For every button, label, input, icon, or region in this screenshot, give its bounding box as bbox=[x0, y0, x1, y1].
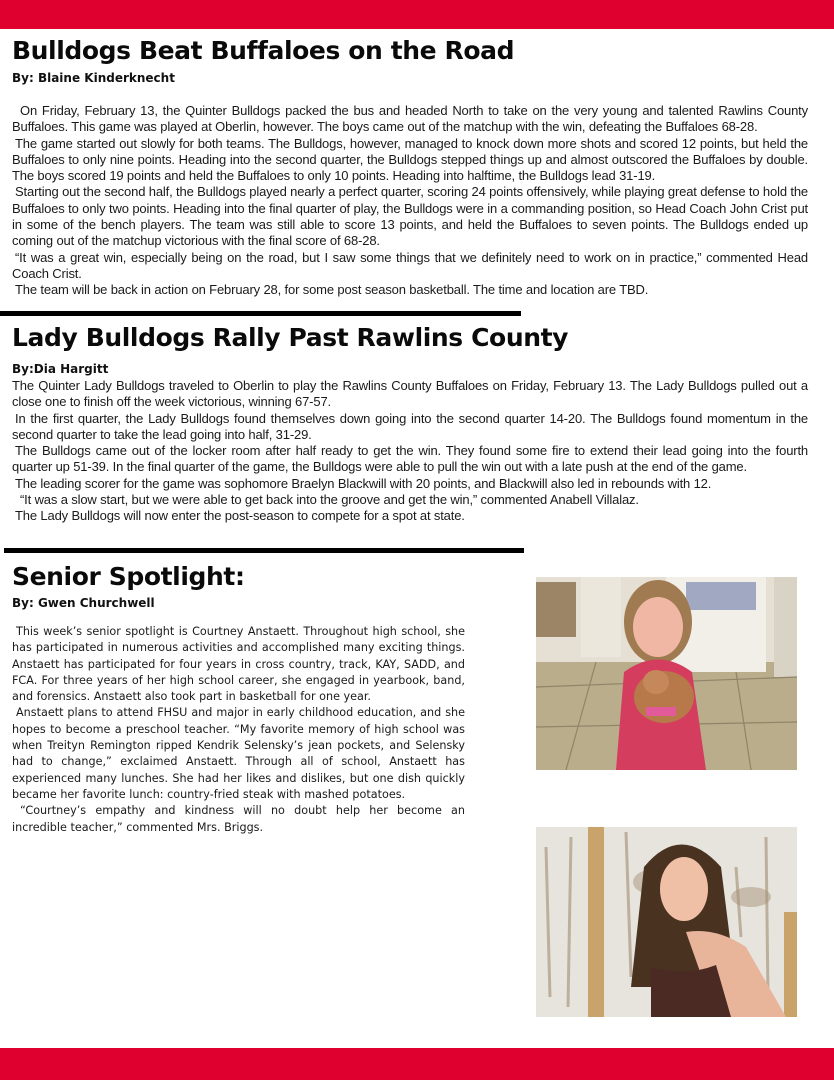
article-1-paragraph: “It was a great win, especially being on the road, but I saw some things that we definitely need to work on in practice,” commented Head Coach Crist. bbox=[12, 249, 808, 281]
article-2-paragraph: The Bulldogs came out of the locker room after half ready to get the win. They found some fire to extend their lead going into the fourth quarter up 51-39. In the final quarter of the game, the Bulldogs were able to pull the win out with a late push at the end of the game. bbox=[12, 443, 808, 475]
article-2-paragraph: The Quinter Lady Bulldogs traveled to Oberlin to play the Rawlins County Buffaloes on Friday, February 13. The Lady Bulldogs pulled out a close one to finish off the week victorious, winning 67-57. bbox=[12, 378, 808, 410]
section-divider bbox=[4, 548, 524, 553]
article-2-paragraph: “It was a slow start, but we were able to get back into the groove and get the win,” commented Anabell Villalaz. bbox=[20, 492, 639, 508]
section-divider bbox=[0, 311, 521, 316]
header-band bbox=[0, 0, 834, 29]
article-1-paragraph: The team will be back in action on February 28, for some post season basketball. The time and location are TBD. bbox=[15, 282, 649, 298]
article-2-body bbox=[12, 378, 808, 525]
article-1-headline: Bulldogs Beat Buffaloes on the Road bbox=[12, 36, 515, 65]
article-1-body bbox=[12, 103, 808, 299]
photo-senior-portrait bbox=[536, 827, 797, 1017]
article-3-headline: Senior Spotlight: bbox=[12, 562, 245, 591]
article-2-paragraph: The Lady Bulldogs will now enter the post-season to compete for a spot at state. bbox=[15, 508, 465, 524]
photo-toddler-with-puppy bbox=[536, 577, 797, 770]
article-2-headline: Lady Bulldogs Rally Past Rawlins County bbox=[12, 323, 569, 352]
photo-toddler-with-puppy-image bbox=[536, 577, 797, 770]
article-2-paragraph: In the first quarter, the Lady Bulldogs found themselves down going into the second quarter 14-20. The Bulldogs found momentum in the second quarter to take the lead going into half, 31-29. bbox=[12, 410, 808, 442]
article-3-paragraph: This week’s senior spotlight is Courtney Anstaett. Throughout high school, she has participated in numerous activities and accomplished many exciting things. Anstaett has participated for four years in cross country, track, KAY, SADD, and FCA. For three years of her high school career, she engaged in yearbook, band, and forensics. Anstaett also took part in basketball for one year. bbox=[12, 625, 465, 704]
article-2-byline: By:Dia Hargitt bbox=[12, 362, 109, 376]
footer-band bbox=[0, 1048, 834, 1080]
article-1-paragraph: On Friday, February 13, the Quinter Bulldogs packed the bus and headed North to take on the very young and talented Rawlins County Buffaloes. This game was played at Oberlin, however. The boys came out of the matchup with the win, defeating the Buffaloes 68-28. bbox=[12, 103, 808, 135]
article-3-paragraph: Anstaett plans to attend FHSU and major in early childhood education, and she hopes to become a preschool teacher. “My favorite memory of high school was when Treityn Remington ripped Kendrik Selensky’s jean pockets, and Selensky had to change,” exclaimed Anstaett. Through all of school, Anstaett has experienced many lunches. She had her likes and dislikes, but one dish quickly became her favorite lunch: country-fried steak with mashed potatoes. bbox=[12, 706, 465, 801]
article-3-body bbox=[12, 624, 465, 836]
article-3-paragraph: “Courtney’s empathy and kindness will no doubt help her become an incredible teacher,” commented Mrs. Briggs. bbox=[12, 804, 465, 834]
article-1-paragraph: The game started out slowly for both teams. The Bulldogs, however, managed to knock down more shots and scored 12 points, but held the Buffaloes to only nine points. Heading into the second quarter, the Bulldogs stepped things up and almost outscored the Buffaloes by double. The boys scored 19 points and held the Buffaloes to only 10 points. Heading into halftime, the Bulldogs lead 31-19. bbox=[12, 135, 808, 184]
article-3-byline: By: Gwen Churchwell bbox=[12, 596, 155, 610]
article-2-paragraph: The leading scorer for the game was sophomore Braelyn Blackwill with 20 points, and Blackwill also led in rebounds with 12. bbox=[15, 475, 712, 491]
article-1-byline: By: Blaine Kinderknecht bbox=[12, 71, 175, 85]
photo-senior-portrait-image bbox=[536, 827, 797, 1017]
article-1-paragraph: Starting out the second half, the Bulldogs played nearly a perfect quarter, scoring 24 points offensively, while playing great defense to hold the Buffaloes to only two points. Heading into the final quarter of play, the Bulldogs were in a commanding position, so Head Coach John Crist put in some of the bench players. The team was still able to score 13 points, and held the Buffaloes to seven points. The Bulldogs ended up coming out of the matchup victorious with the final score of 68-28. bbox=[12, 184, 808, 249]
